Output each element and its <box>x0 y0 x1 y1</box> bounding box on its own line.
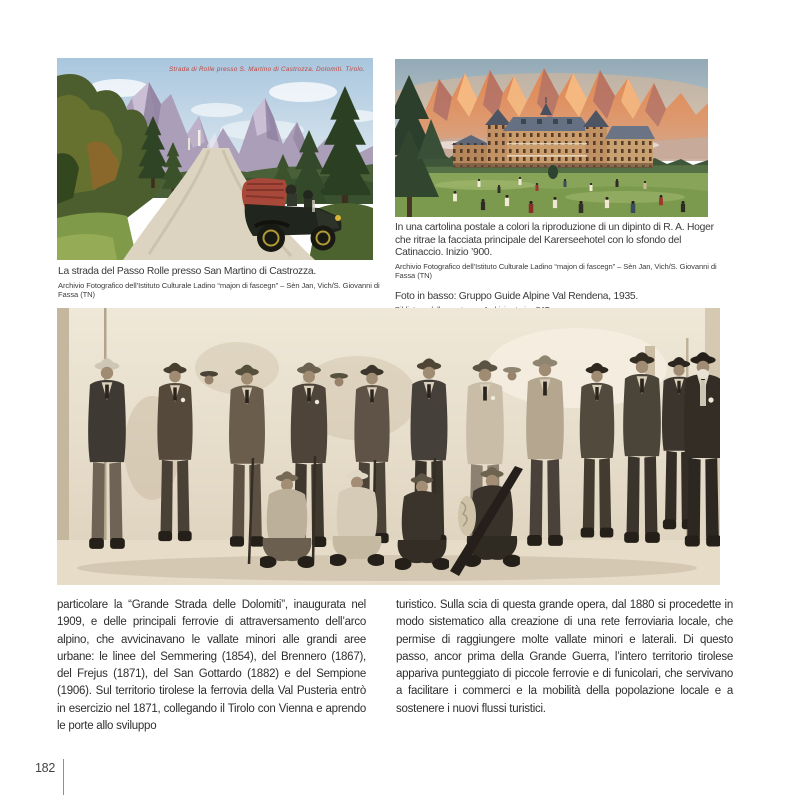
coiled-rope <box>458 496 476 536</box>
passo-rolle-postcard-illustration <box>57 58 373 260</box>
karerseehotel-postcard-illustration <box>395 59 708 217</box>
postcard-right-credit: Archivio Fotografico dell’Istituto Culturale Ladino “majon di fascegn” – Sèn Jan, Vich/S. Giovanni di Fassa (TN) <box>395 261 717 280</box>
page-number: 182 <box>35 761 55 775</box>
body-text-columns <box>57 597 733 735</box>
postcard-left-caption: La strada del Passo Rolle presso San Martino di Castrozza. <box>58 266 316 277</box>
white-beard <box>697 369 709 379</box>
postcard-left-caption-block <box>58 266 390 300</box>
group-photo-image <box>57 308 720 585</box>
postcard-left-image <box>57 58 373 260</box>
postcard-right-caption-block <box>395 222 727 315</box>
page-number-rule <box>63 759 64 795</box>
alpine-guides-group-photo <box>57 308 720 585</box>
body-column-right: turistico. Sulla scia di questa grande opera, dal 1880 si procedette in modo sistematico alla creazione di una rete ferroviaria locale, che permise di raggiungere molte vallate minori e laterali. Di questo passo, ancor prima della Grande Guerra, l’intero territorio tirolese appariva punteggiato di piccole ferrovie e di funicolari, che servivano a facilitare i commerci e la mobilità della popolazione locale e a sostenere i nuovi flussi turistici. <box>396 599 733 715</box>
group-photo-caption: Foto in basso: Gruppo Guide Alpine Val Rendena, 1935. <box>395 290 639 302</box>
postcard-title-overlay: Strada di Rolle presso S. Martino di Castrozza. Dolomiti. Tirolo. <box>169 66 365 73</box>
postcard-left-credit: Archivio Fotografico dell’Istituto Culturale Ladino “majon di fascegn” – Sèn Jan, Vich/S. Giovanni di Fassa (TN) <box>58 280 380 299</box>
postcard-right-caption: In una cartolina postale a colori la riproduzione di un dipinto di R. A. Hoger che ritrae la facciata principale del Karerseehotel con lo sfondo del Catinaccio. Inizio ’900. <box>395 222 714 258</box>
postcard-right-image <box>395 59 708 217</box>
body-column-left: particolare la “Grande Strada delle Dolomiti”, inaugurata nel 1909, e delle principali ferrovie di attraversamento dell’arco alpino, che avvicinavano le vallate minori alle grandi aree urbane: le linee del Semmering (1854), del Brennero (1867), del Frejus (1871), del San Gottardo (1882) e del Sempione (1906). Sul territorio tirolese la ferrovia della Val Pusteria entrò in esercizio nel 1871, collegando il Tirolo con Vienna e aprendo le porte allo sviluppo <box>57 599 366 733</box>
